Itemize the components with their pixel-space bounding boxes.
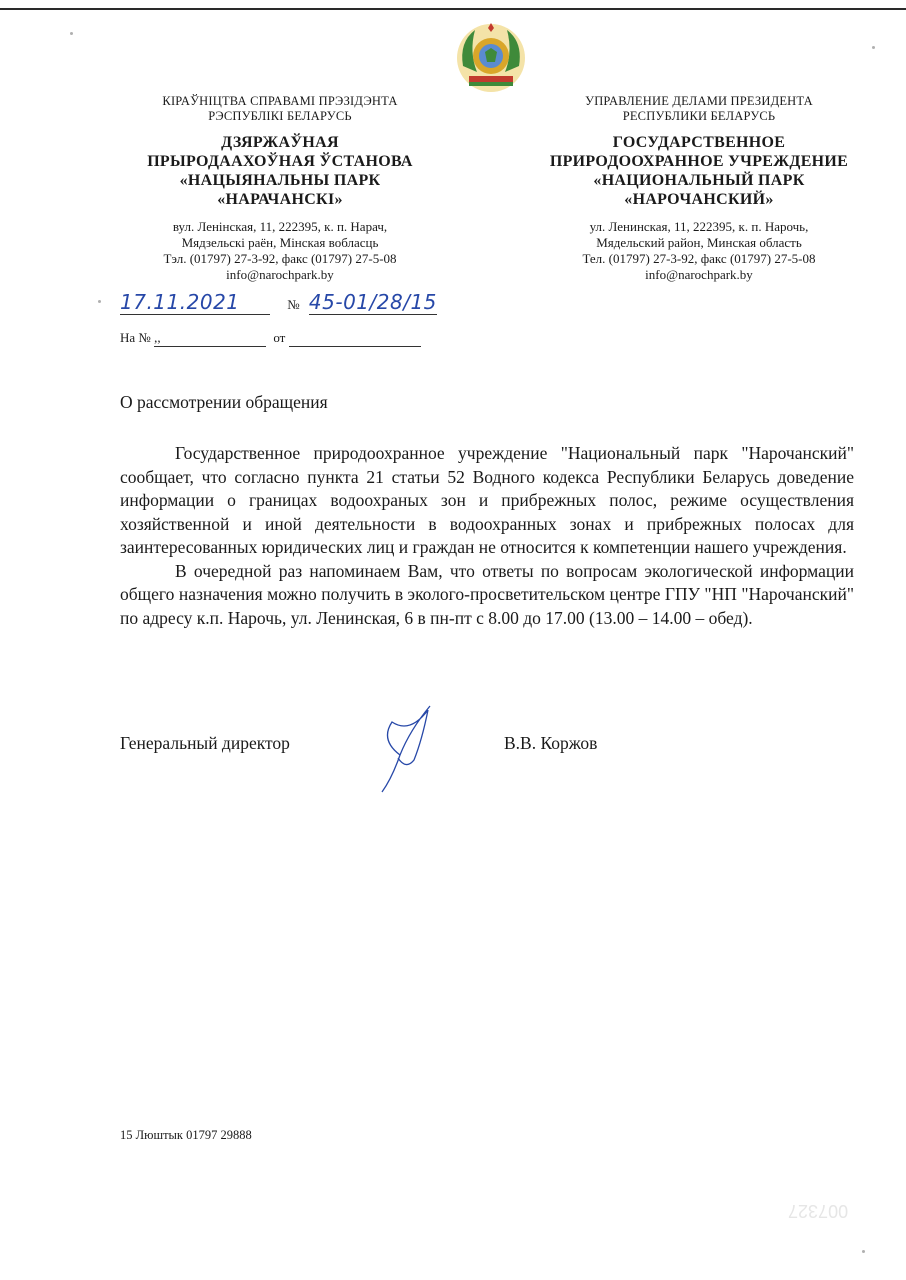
scan-speck	[70, 32, 73, 35]
handwritten-signature	[370, 700, 440, 796]
reference-mark: ,,	[154, 330, 161, 345]
letter-body	[120, 442, 854, 630]
body-paragraph: Государственное природоохранное учреждение "Национальный парк "Нарочанский" сообщает, что согласно пункта 21 статьи 52 Водного кодекса Республики Беларусь доведение информации о границах водоохраных зон и прибрежных полос, режиме осуществления хозяйственной и иной деятельности в водоохранных зонах и прибрежных полосах для заинтересованных юридических лиц и граждан не относится к компетенции нашего учреждения.	[120, 443, 854, 557]
state-emblem-icon	[455, 22, 527, 94]
signatory-title: Генеральный директор	[120, 733, 290, 753]
number-label: №	[287, 297, 300, 312]
header-belarusian	[130, 94, 430, 283]
handwritten-date: 17.11.2021	[120, 290, 240, 314]
from-blank	[289, 330, 421, 347]
reference-label: На №	[120, 330, 151, 345]
from-label: от	[273, 330, 286, 345]
executor-note: 15 Люштык 01797 29888	[120, 1128, 252, 1142]
registration-line	[120, 290, 437, 315]
faint-stamp-number: 007327	[788, 1201, 849, 1221]
handwritten-number: 45-01/28/15	[308, 290, 437, 314]
top-rule	[0, 8, 906, 10]
header-org-name: ГОСУДАРСТВЕННОЕ ПРИРОДООХРАННОЕ УЧРЕЖДЕНИЕ «НАЦИОНАЛЬНЫЙ ПАРК «НАРОЧАНСКИЙ»	[549, 134, 849, 208]
scan-speck	[98, 300, 101, 303]
header-russian	[538, 94, 860, 283]
letter-subject: О рассмотрении обращения	[120, 392, 328, 412]
header-address: вул. Ленінская, 11, 222395, к. п. Нарач, Мядзельскі раён, Мінская вобласць Тэл. (01797) 27-3-92, факс (01797) 27-5-08 info@narochpark.by	[163, 219, 397, 282]
scan-speck	[862, 1250, 865, 1253]
body-paragraph: В очередной раз напоминаем Вам, что ответы по вопросам экологической информации общего назначения можно получить в эколого-просветительском центре ГПУ "НП "Нарочанский" по адресу к.п. Нарочь, ул. Ленинская, 6 в пн-пт с 8.00 до 17.00 (13.00 – 14.00 – обед).	[120, 560, 854, 628]
header-org-name: ДЗЯРЖАЎНАЯ ПРЫРОДААХОЎНАЯ ЎСТАНОВА «НАЦЫЯНАЛЬНЫ ПАРК «НАРАЧАНСКІ»	[147, 134, 413, 208]
scan-speck	[872, 46, 875, 49]
header-admin-name: УПРАВЛЕНИЕ ДЕЛАМИ ПРЕЗИДЕНТА РЕСПУБЛИКИ БЕЛАРУСЬ	[585, 94, 813, 123]
reference-line	[120, 330, 421, 347]
signatory-name: В.В. Коржов	[504, 733, 598, 753]
header-admin-name: КІРАЎНІЦТВА СПРАВАМІ ПРЭЗІДЭНТА РЭСПУБЛІКІ БЕЛАРУСЬ	[162, 94, 398, 123]
header-address: ул. Ленинская, 11, 222395, к. п. Нарочь, Мядельский район, Минская область Тел. (01797) 27-3-92, факс (01797) 27-5-08 info@narochpark.by	[582, 219, 816, 282]
